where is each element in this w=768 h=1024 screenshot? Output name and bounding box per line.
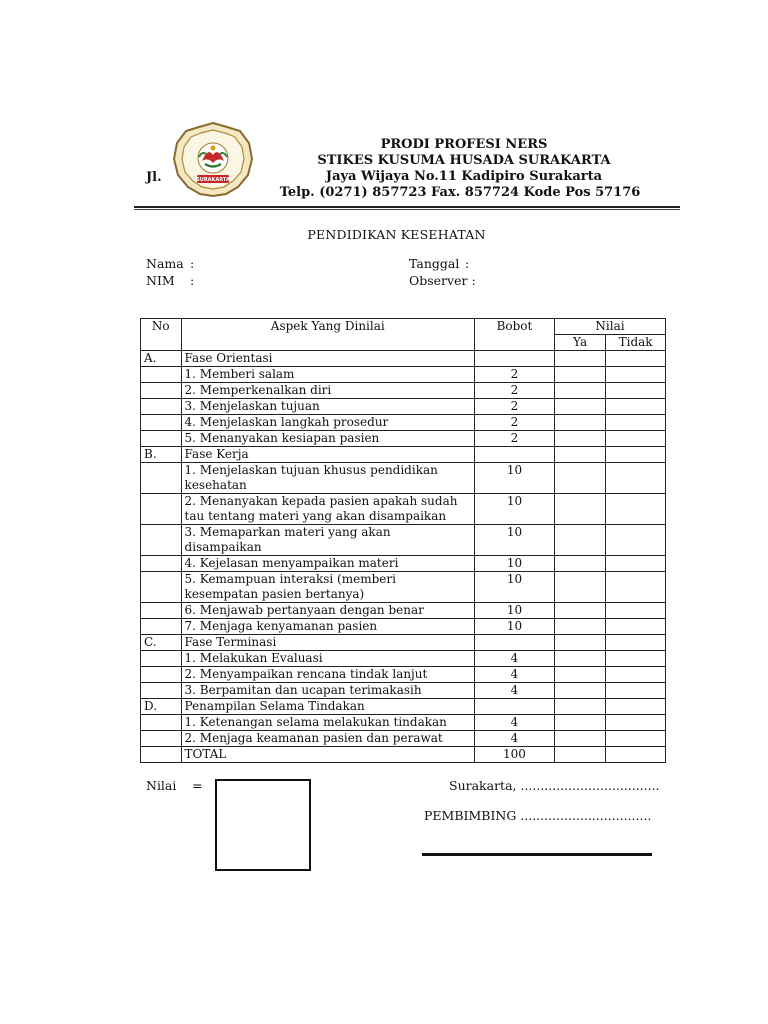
- cell-aspek: 3. Berpamitan dan ucapan terimakasih: [181, 683, 474, 699]
- cell-tidak[interactable]: [606, 731, 666, 747]
- cell-aspek: 1. Memberi salam: [181, 367, 474, 383]
- cell-aspek: 2. Menjaga keamanan pasien dan perawat: [181, 731, 474, 747]
- cell-bobot: 10: [474, 494, 554, 525]
- cell-ya[interactable]: [554, 619, 605, 635]
- cell-no: [141, 399, 182, 415]
- cell-tidak[interactable]: [606, 556, 666, 572]
- table-row: [141, 699, 666, 715]
- cell-no: [141, 603, 182, 619]
- nim-label: NIM: [146, 273, 175, 288]
- header-institution: STIKES KUSUMA HUSADA SURAKARTA: [317, 153, 611, 168]
- nama-label: Nama: [146, 256, 184, 271]
- header-no: No: [141, 319, 182, 351]
- header-ya: Ya: [554, 335, 605, 351]
- document-title: PENDIDIKAN KESEHATAN: [307, 227, 486, 242]
- cell-no: [141, 683, 182, 699]
- cell-tidak[interactable]: [606, 415, 666, 431]
- header-bobot: Bobot: [474, 319, 554, 351]
- cell-no: A.: [141, 351, 182, 367]
- cell-ya[interactable]: [554, 367, 605, 383]
- table-row: [141, 399, 666, 415]
- cell-bobot: 2: [474, 383, 554, 399]
- cell-aspek: 1. Melakukan Evaluasi: [181, 651, 474, 667]
- table-row: [141, 715, 666, 731]
- cell-ya[interactable]: [554, 699, 605, 715]
- cell-no: [141, 367, 182, 383]
- cell-no: [141, 667, 182, 683]
- cell-ya[interactable]: [554, 463, 605, 494]
- cell-aspek: Penampilan Selama Tindakan: [181, 699, 474, 715]
- cell-ya[interactable]: [554, 351, 605, 367]
- cell-tidak[interactable]: [606, 699, 666, 715]
- cell-tidak[interactable]: [606, 367, 666, 383]
- cell-ya[interactable]: [554, 603, 605, 619]
- cell-tidak[interactable]: [606, 651, 666, 667]
- cell-bobot: 2: [474, 399, 554, 415]
- cell-tidak[interactable]: [606, 431, 666, 447]
- assessment-table: [140, 318, 666, 763]
- cell-aspek: 5. Menanyakan kesiapan pasien: [181, 431, 474, 447]
- cell-ya[interactable]: [554, 667, 605, 683]
- table-row: [141, 667, 666, 683]
- cell-ya[interactable]: [554, 525, 605, 556]
- cell-aspek: 5. Kemampuan interaksi (memberi kesempatan pasien bertanya): [181, 572, 474, 603]
- cell-bobot: 100: [474, 747, 554, 763]
- cell-bobot: [474, 351, 554, 367]
- cell-ya[interactable]: [554, 494, 605, 525]
- header-nilai: Nilai: [554, 319, 665, 335]
- place-date-line: Surakarta, ...................................: [449, 778, 660, 793]
- table-row: [141, 635, 666, 651]
- cell-ya[interactable]: [554, 415, 605, 431]
- cell-aspek: 2. Memperkenalkan diri: [181, 383, 474, 399]
- cell-no: [141, 715, 182, 731]
- header-prodi: PRODI PROFESI NERS: [380, 137, 548, 152]
- cell-ya[interactable]: [554, 651, 605, 667]
- cell-aspek: 4. Kejelasan menyampaikan materi: [181, 556, 474, 572]
- cell-bobot: [474, 699, 554, 715]
- cell-bobot: 10: [474, 556, 554, 572]
- cell-bobot: [474, 447, 554, 463]
- nama-colon: :: [190, 256, 195, 271]
- supervisor-line: PEMBIMBING .................................: [424, 808, 652, 823]
- table-row: [141, 415, 666, 431]
- cell-tidak[interactable]: [606, 572, 666, 603]
- table-row: [141, 525, 666, 556]
- table-row: [141, 463, 666, 494]
- cell-bobot: 4: [474, 667, 554, 683]
- cell-tidak[interactable]: [606, 683, 666, 699]
- cell-aspek: 3. Menjelaskan tujuan: [181, 399, 474, 415]
- cell-ya[interactable]: [554, 747, 605, 763]
- cell-ya[interactable]: [554, 683, 605, 699]
- header-tidak: Tidak: [606, 335, 666, 351]
- table-row: [141, 572, 666, 603]
- cell-no: D.: [141, 699, 182, 715]
- cell-aspek: 6. Menjawab pertanyaan dengan benar: [181, 603, 474, 619]
- cell-tidak[interactable]: [606, 463, 666, 494]
- cell-bobot: 4: [474, 683, 554, 699]
- table-row: [141, 351, 666, 367]
- cell-ya[interactable]: [554, 383, 605, 399]
- cell-bobot: [474, 635, 554, 651]
- table-row: [141, 383, 666, 399]
- cell-no: [141, 383, 182, 399]
- cell-ya[interactable]: [554, 715, 605, 731]
- nim-colon: :: [190, 273, 195, 288]
- cell-tidak[interactable]: [606, 399, 666, 415]
- header-rule-thin: [134, 209, 680, 210]
- cell-no: [141, 525, 182, 556]
- cell-no: [141, 651, 182, 667]
- cell-tidak[interactable]: [606, 351, 666, 367]
- cell-no: [141, 731, 182, 747]
- table-row: [141, 494, 666, 525]
- table-row: [141, 447, 666, 463]
- cell-ya[interactable]: [554, 447, 605, 463]
- cell-ya[interactable]: [554, 556, 605, 572]
- cell-no: [141, 463, 182, 494]
- cell-bobot: 2: [474, 431, 554, 447]
- tanggal-colon: :: [465, 256, 470, 271]
- cell-no: [141, 747, 182, 763]
- cell-no: [141, 572, 182, 603]
- header-contact: Telp. (0271) 857723 Fax. 857724 Kode Pos 57176: [279, 185, 641, 200]
- header-aspek: Aspek Yang Dinilai: [181, 319, 474, 351]
- cell-ya[interactable]: [554, 731, 605, 747]
- table-row: [141, 431, 666, 447]
- cell-bobot: 4: [474, 715, 554, 731]
- cell-tidak[interactable]: [606, 635, 666, 651]
- cell-aspek: Fase Orientasi: [181, 351, 474, 367]
- cell-aspek: 1. Ketenangan selama melakukan tindakan: [181, 715, 474, 731]
- cell-ya[interactable]: [554, 431, 605, 447]
- cell-bobot: 10: [474, 619, 554, 635]
- table-row: [141, 619, 666, 635]
- cell-no: [141, 556, 182, 572]
- header-address: Jaya Wijaya No.11 Kadipiro Surakarta: [325, 169, 603, 184]
- cell-tidak[interactable]: [606, 747, 666, 763]
- cell-tidak[interactable]: [606, 603, 666, 619]
- table-row: [141, 731, 666, 747]
- cell-bobot: 4: [474, 731, 554, 747]
- cell-tidak[interactable]: [606, 447, 666, 463]
- cell-tidak[interactable]: [606, 715, 666, 731]
- cell-tidak[interactable]: [606, 494, 666, 525]
- cell-no: C.: [141, 635, 182, 651]
- table-row: [141, 651, 666, 667]
- cell-bobot: 2: [474, 415, 554, 431]
- cell-tidak[interactable]: [606, 619, 666, 635]
- cell-tidak[interactable]: [606, 383, 666, 399]
- cell-aspek: 2. Menanyakan kepada pasien apakah sudah tau tentang materi yang akan disampaikan: [181, 494, 474, 525]
- header-rule: [134, 206, 680, 208]
- cell-tidak[interactable]: [606, 667, 666, 683]
- equals-sign: =: [192, 778, 203, 793]
- table-row: [141, 747, 666, 763]
- cell-ya[interactable]: [554, 399, 605, 415]
- logo-text: SURAKARTA: [196, 177, 230, 183]
- cell-aspek: 4. Menjelaskan langkah prosedur: [181, 415, 474, 431]
- cell-bobot: 4: [474, 651, 554, 667]
- cell-bobot: 10: [474, 525, 554, 556]
- score-box[interactable]: [215, 779, 311, 871]
- cell-aspek: TOTAL: [181, 747, 474, 763]
- cell-no: [141, 431, 182, 447]
- observer-label: Observer :: [409, 273, 476, 288]
- cell-bobot: 10: [474, 603, 554, 619]
- table-row: [141, 556, 666, 572]
- cell-aspek: 3. Memaparkan materi yang akan disampaikan: [181, 525, 474, 556]
- cell-no: [141, 494, 182, 525]
- tanggal-label: Tanggal: [409, 256, 460, 271]
- nilai-label: Nilai: [146, 778, 177, 793]
- table-row: [141, 683, 666, 699]
- cell-bobot: 2: [474, 367, 554, 383]
- cell-ya[interactable]: [554, 572, 605, 603]
- cell-aspek: 7. Menjaga kenyamanan pasien: [181, 619, 474, 635]
- cell-aspek: Fase Kerja: [181, 447, 474, 463]
- jl-label: Jl.: [146, 170, 162, 185]
- cell-bobot: 10: [474, 463, 554, 494]
- cell-aspek: Fase Terminasi: [181, 635, 474, 651]
- cell-no: [141, 619, 182, 635]
- table-row: [141, 367, 666, 383]
- cell-bobot: 10: [474, 572, 554, 603]
- cell-aspek: 1. Menjelaskan tujuan khusus pendidikan kesehatan: [181, 463, 474, 494]
- cell-no: [141, 415, 182, 431]
- cell-aspek: 2. Menyampaikan rencana tindak lanjut: [181, 667, 474, 683]
- table-row: [141, 603, 666, 619]
- cell-tidak[interactable]: [606, 525, 666, 556]
- cell-ya[interactable]: [554, 635, 605, 651]
- signature-line: [422, 853, 652, 856]
- cell-no: B.: [141, 447, 182, 463]
